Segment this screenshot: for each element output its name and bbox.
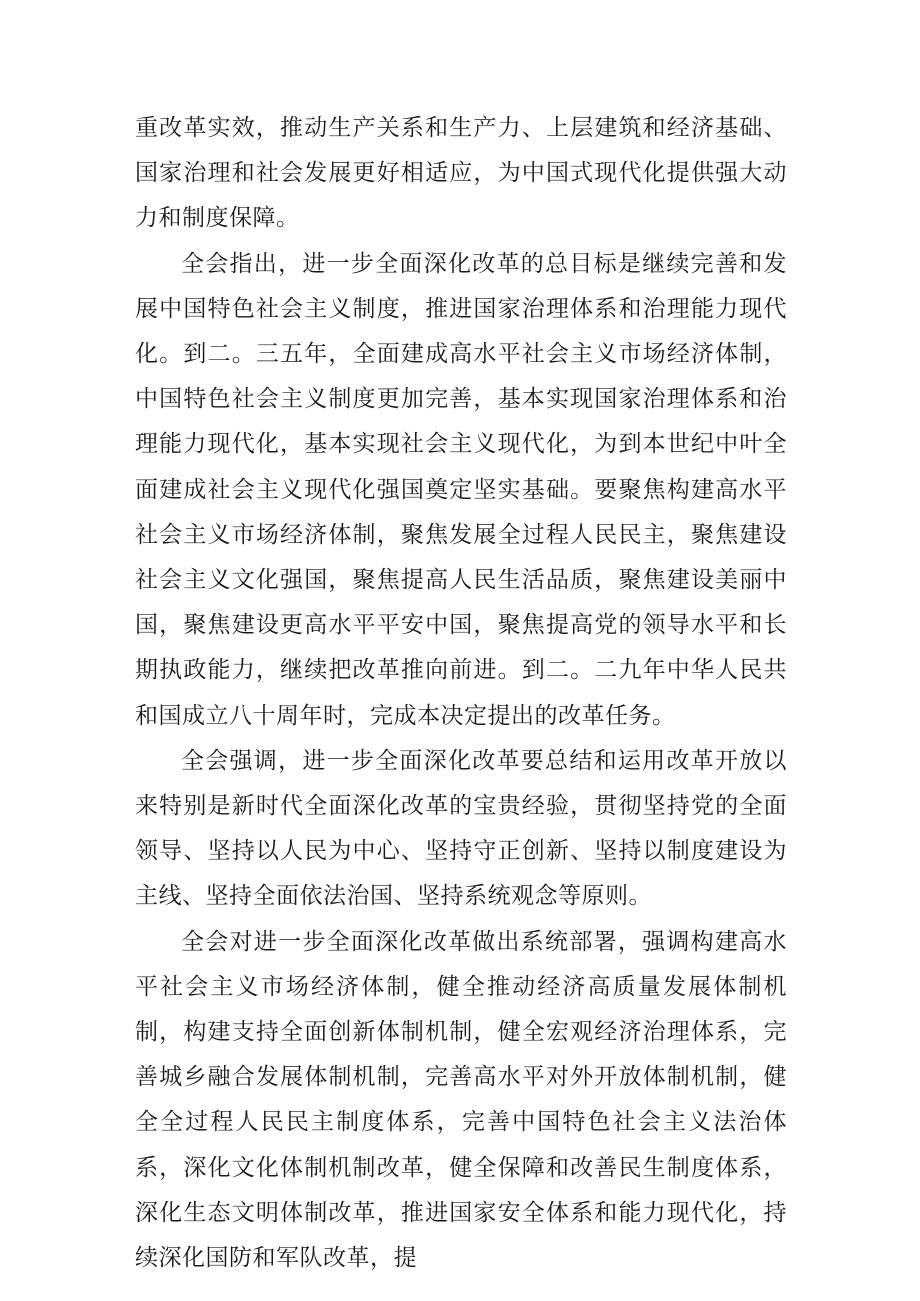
document-body [135, 106, 787, 1281]
paragraph-principles: 全会强调，进一步全面深化改革要总结和运用改革开放以来特别是新时代全面深化改革的宝贵经验，贯彻坚持党的全面领导、坚持以人民为中心、坚持守正创新、坚持以制度建设为主线、坚持全面依法治国、坚持系统观念等原则。 [135, 747, 787, 910]
paragraph-overall-goal: 全会指出，进一步全面深化改革的总目标是继续完善和发展中国特色社会主义制度，推进国家治理体系和治理能力现代化。到二。三五年，全面建成高水平社会主义市场经济体制，中国特色社会主义制度更加完善，基本实现国家治理体系和治理能力现代化，基本实现社会主义现代化，为到本世纪中叶全面建成社会主义现代化强国奠定坚实基础。要聚焦构建高水平社会主义市场经济体制，聚焦发展全过程人民民主，聚焦建设社会主义文化强国，聚焦提高人民生活品质，聚焦建设美丽中国，聚焦建设更高水平平安中国，聚焦提高党的领导水平和长期执政能力，继续把改革推向前进。到二。二九年中华人民共和国成立八十周年时，完成本决定提出的改革任务。 [135, 250, 787, 729]
paragraph-continuation: 重改革实效，推动生产关系和生产力、上层建筑和经济基础、国家治理和社会发展更好相适应，为中国式现代化提供强大动力和制度保障。 [135, 115, 787, 232]
paragraph-deployment: 全会对进一步全面深化改革做出系统部署，强调构建高水平社会主义市场经济体制，健全推动经济高质量发展体制机制，构建支持全面创新体制机制，健全宏观经济治理体系，完善城乡融合发展体制机制，完善高水平对外开放体制机制，健全全过程人民民主制度体系，完善中国特色社会主义法治体系，深化文化体制机制改革，健全保障和改善民生制度体系，深化生态文明体制改革，推进国家安全体系和能力现代化，持续深化国防和军队改革，提 [135, 928, 787, 1272]
